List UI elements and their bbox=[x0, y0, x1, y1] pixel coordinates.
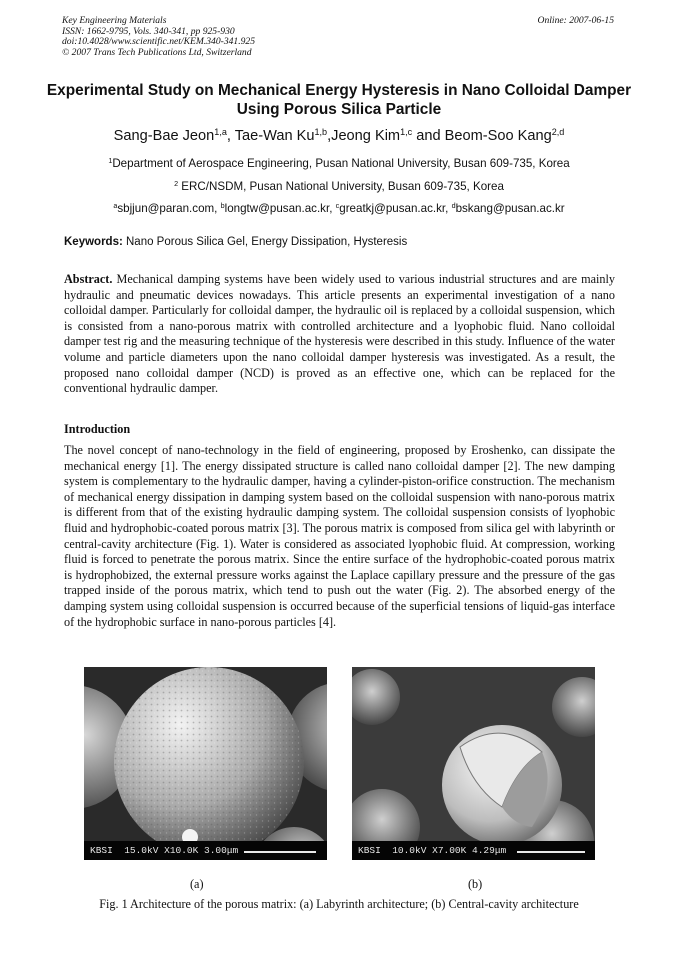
figure-1b-micrograph bbox=[352, 667, 595, 860]
email: greatkj@pusan.ac.kr, bbox=[339, 202, 452, 215]
journal-name: Key Engineering Materials bbox=[62, 15, 167, 26]
central-cavity-particle-image bbox=[352, 667, 595, 860]
keywords-text: Nano Porous Silica Gel, Energy Dissipation, Hysteresis bbox=[122, 236, 408, 248]
journal-header bbox=[62, 16, 255, 58]
author-name: Tae-Wan Ku bbox=[234, 128, 315, 144]
figure-label-b: (b) bbox=[468, 877, 483, 891]
author-name: Jeong Kim bbox=[331, 128, 401, 144]
email-sup: d bbox=[451, 201, 456, 211]
copyright-line: © 2007 Trans Tech Publications Ltd, Switzerland bbox=[62, 46, 252, 58]
email: longtw@pusan.ac.kr, bbox=[224, 202, 336, 215]
keywords bbox=[64, 236, 624, 248]
author-affil-sup: 2,d bbox=[551, 127, 565, 138]
author-name: Sang-Bae Jeon bbox=[113, 128, 215, 144]
email-sup: c bbox=[335, 201, 340, 211]
email: bskang@pusan.ac.kr bbox=[455, 202, 565, 215]
paper-title: Experimental Study on Mechanical Energy Hysteresis in Nano Colloidal Damper Using Porous Silica Particle bbox=[46, 82, 632, 118]
author-name: Beom-Soo Kang bbox=[444, 128, 552, 144]
sem-info-bar-a: KBSI 15.0kV X10.0K 3.00μm bbox=[84, 841, 327, 860]
author-list bbox=[40, 128, 638, 144]
affiliation-sup: 2 bbox=[174, 179, 179, 189]
abstract bbox=[64, 272, 615, 397]
labyrinth-particle-image bbox=[84, 667, 327, 860]
figure-1a-micrograph bbox=[84, 667, 327, 860]
introduction-heading: Introduction bbox=[64, 422, 131, 436]
sem-info-bar-b: KBSI 10.0kV X7.00K 4.29μm bbox=[352, 841, 595, 860]
author-sep: , bbox=[327, 128, 332, 144]
figure-caption: Fig. 1 Architecture of the porous matrix: (a) Labyrinth architecture; (b) Central-cavity architecture bbox=[99, 897, 579, 911]
figure-label-a: (a) bbox=[190, 877, 204, 891]
email-list bbox=[30, 202, 648, 215]
affiliation-text: ERC/NSDM, Pusan National University, Busan 609-735, Korea bbox=[178, 180, 504, 193]
affiliation-sup: 1 bbox=[108, 156, 113, 166]
author-affil-sup: 1,c bbox=[400, 127, 413, 138]
scale-bar-a bbox=[244, 851, 316, 853]
doi-line: doi:10.4028/www.scientific.net/KEM.340-341.925 bbox=[62, 36, 256, 48]
author-affil-sup: 1,a bbox=[214, 127, 227, 138]
affiliation-2 bbox=[30, 180, 648, 193]
issn-line: ISSN: 1662-9795, Vols. 340-341, pp 925-930 bbox=[62, 25, 235, 37]
online-date: Online: 2007-06-15 bbox=[537, 15, 614, 26]
email-sup: a bbox=[113, 201, 118, 211]
email-sup: b bbox=[220, 201, 225, 211]
abstract-label: Abstract. bbox=[64, 272, 113, 286]
affiliation-1 bbox=[30, 157, 648, 170]
author-sep: , bbox=[226, 128, 235, 144]
particle-texture bbox=[114, 667, 304, 857]
email: sbjjun@paran.com, bbox=[117, 202, 221, 215]
author-affil-sup: 1,b bbox=[314, 127, 328, 138]
introduction-text: The novel concept of nano-technology in the field of engineering, proposed by Eroshenko, can dissipate the mechanical energy [1]. The energy dissipated structure is called nano colloidal damper [2]. The new damping system is complementary to the hydraulic damper, having a cylinder-piston-orifice construction. The mechanism of mechanical energy dissipation in damping system based on the colloidal suspension with nano-porous matrix is different from that of the existing hydraulic damping system. The colloidal suspension consists of lyophobic fluid and hydrophobic-coated porous matrix [3]. The porous matrix is composed from silica gel with labyrinth or central-cavity architecture (Fig. 1). Water is considered as associated lyophobic fluid. At compression, working fluid is forced to penetrate the porous matrix. Since the entire surface of the hydrophobic-coated porous matrix is hydrophobized, the external pressure works against the Laplace capillary pressure and the pressure of the gas trapped inside of the porous matrix, which tend to push out the water (Fig. 2). The absorbed energy of the damping system using colloidal suspension is occurred because of the superficial tensions of liquid-gas interface of the hydrophobic surface in nano-porous particles [4]. bbox=[64, 443, 615, 629]
abstract-text: Mechanical damping systems have been widely used to various industrial structures and are mainly hydraulic and pneumatic devices nowadays. This article presents an experimental investigation of a nano colloidal damper. Particularly for colloidal damper, the hydraulic oil is replaced by a colloidal suspension, which is consisted from a nano-porous matrix with controlled architecture and a lyophobic fluid. Nano colloidal damper test rig and the measuring technique of the hysteresis were described in this study. Influence of the water volume and particle diameters upon the nano colloidal damper hysteresis was investigated. As a result, the proposed nano colloidal damper (NCD) is proved as an effective one, which can be replaced for the conventional hydraulic damper. bbox=[64, 272, 615, 396]
author-sep: and bbox=[412, 128, 445, 144]
affiliation-text: Department of Aerospace Engineering, Pusan National University, Busan 609-735, Korea bbox=[112, 157, 570, 170]
scale-bar-b bbox=[517, 851, 585, 853]
keywords-label: Keywords: bbox=[64, 236, 123, 248]
